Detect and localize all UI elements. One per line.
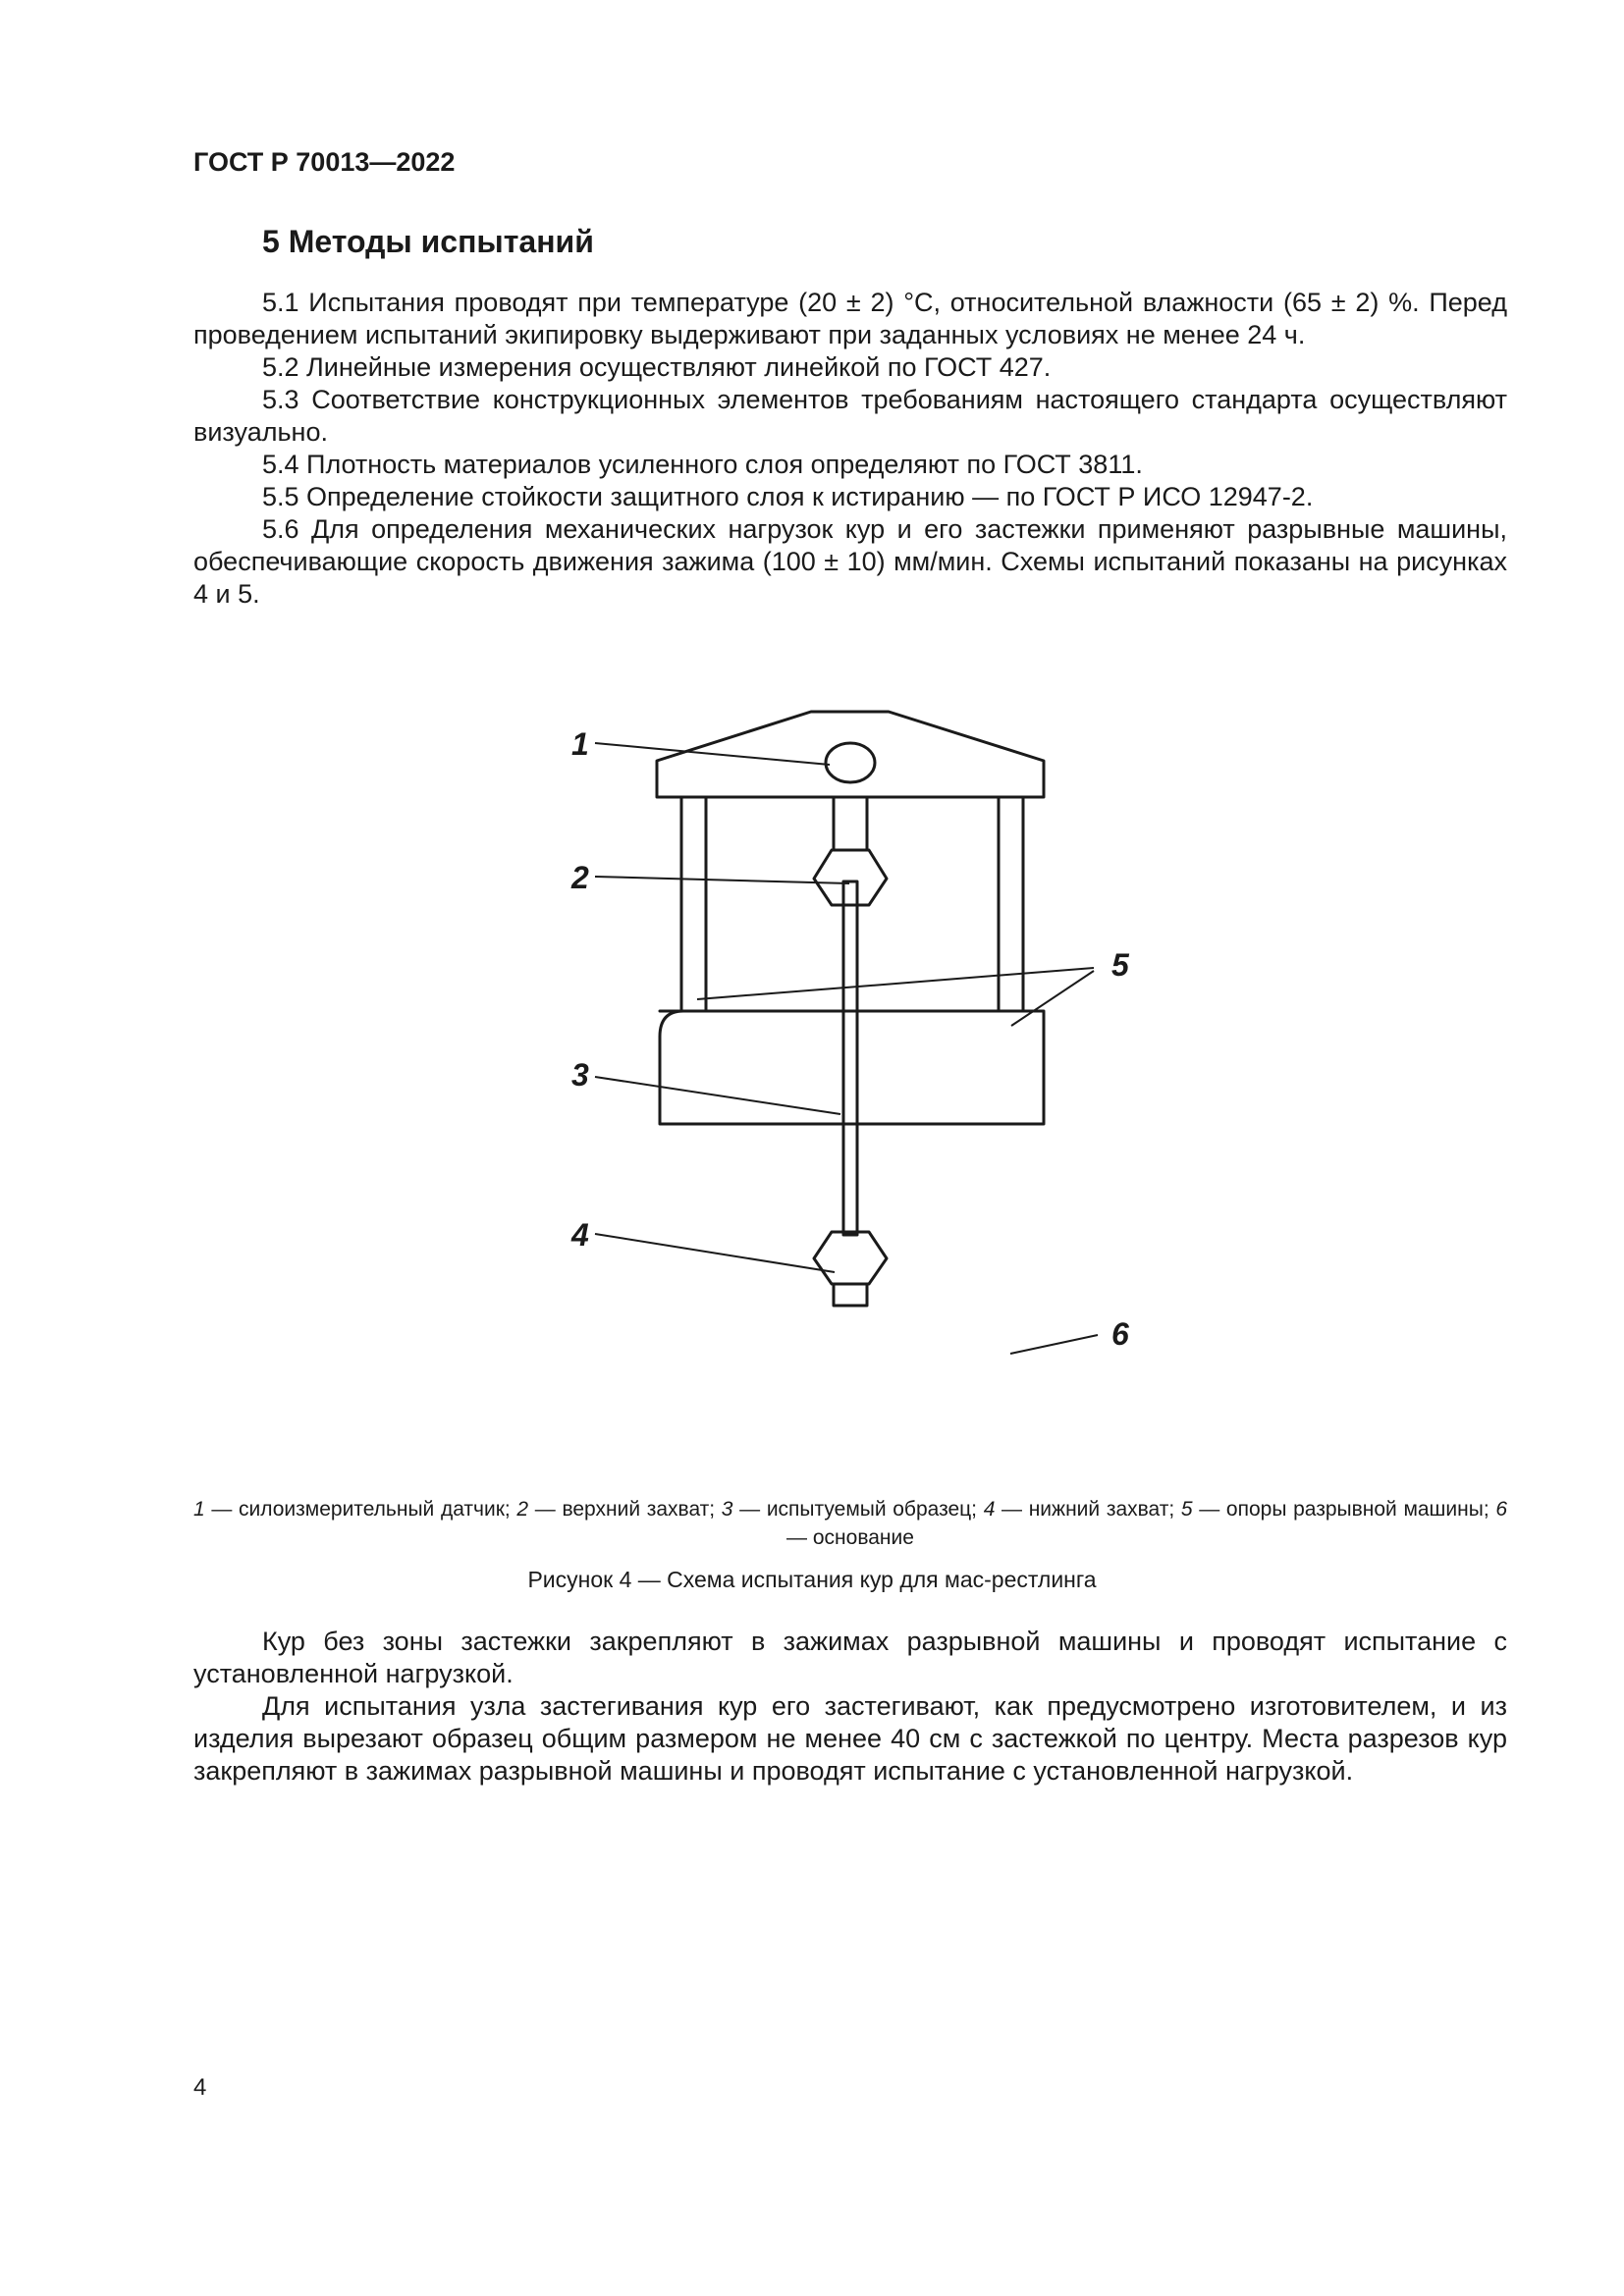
label-2: 2 xyxy=(571,860,589,895)
support-column-left xyxy=(681,797,706,1011)
leader-line-1 xyxy=(595,743,830,765)
body-text-bottom xyxy=(193,1626,1507,1788)
paragraph-5-1: 5.1 Испытания проводят при температуре (20 ± 2) °С, относительной влажности (65 ± 2) %. Перед проведением испытаний экипировку выдерживают при заданных условиях не менее 24 ч. xyxy=(193,288,1507,349)
figure-legend xyxy=(193,1495,1507,1552)
label-3: 3 xyxy=(571,1057,589,1093)
label-1: 1 xyxy=(571,726,589,762)
legend-num-2: 2 xyxy=(516,1498,529,1521)
test-specimen xyxy=(843,881,857,1235)
legend-text-3: — испытуемый образец; xyxy=(732,1498,984,1521)
legend-num-4: 4 xyxy=(983,1498,996,1521)
support-column-right xyxy=(999,797,1023,1011)
lower-grip xyxy=(814,1232,887,1284)
page-number: 4 xyxy=(193,2074,207,2101)
leader-line-5a xyxy=(697,968,1094,999)
document-code-header: ГОСТ Р 70013—2022 xyxy=(193,147,456,177)
test-machine-diagram xyxy=(0,687,1624,1453)
load-cell xyxy=(826,743,875,782)
paragraph-5-3: 5.3 Соответствие конструкционных элементов требованиям настоящего стандарта осуществляют визуально. xyxy=(193,385,1507,447)
label-6: 6 xyxy=(1111,1316,1129,1352)
upper-grip xyxy=(814,850,887,905)
paragraph-5-6: 5.6 Для определения механических нагрузок кур и его застежки применяют разрывные машины, обеспечивающие скорость движения зажима (100 ± 10) мм/мин. Схемы испытаний показаны на рисунках 4 и 5. xyxy=(193,514,1507,609)
legend-num-6: 6 xyxy=(1495,1498,1508,1521)
legend-num-3: 3 xyxy=(721,1498,733,1521)
leader-line-3 xyxy=(595,1077,840,1114)
body-text-top xyxy=(193,287,1507,611)
legend-text-5: — опоры разрывной машины; xyxy=(1192,1498,1496,1521)
figure-caption: Рисунок 4 — Схема испытания кур для мас-рестлинга xyxy=(527,1567,1097,1592)
section-title: 5 Методы испытаний xyxy=(262,224,594,259)
figure-test-scheme xyxy=(0,687,1624,1453)
machine-base xyxy=(660,1011,1044,1124)
paragraph-5-4: 5.4 Плотность материалов усиленного слоя определяют по ГОСТ 3811. xyxy=(262,450,1143,479)
lower-rod xyxy=(834,1284,867,1306)
leader-line-4 xyxy=(595,1234,835,1272)
leader-line-6 xyxy=(1010,1335,1098,1354)
upper-rod xyxy=(834,797,867,850)
paragraph-5-5: 5.5 Определение стойкости защитного слоя к истиранию — по ГОСТ Р ИСО 12947-2. xyxy=(262,482,1314,511)
legend-text-6: — основание xyxy=(786,1526,914,1549)
label-4: 4 xyxy=(571,1217,589,1253)
legend-text-4: — нижний захват; xyxy=(995,1498,1181,1521)
paragraph-after-figure-1: Кур без зоны застежки закрепляют в зажимах разрывной машины и проводят испытание с установленной нагрузкой. xyxy=(193,1627,1507,1688)
paragraph-after-figure-2: Для испытания узла застегивания кур его застегивают, как предусмотрено изготовителем, и из изделия вырезают образец общим размером не менее 40 см с застежкой по центру. Места разрезов кур закрепляют в зажимах разрывной машины и проводят испытание с установленной нагрузкой. xyxy=(193,1691,1507,1786)
legend-text-1: — силоизмерительный датчик; xyxy=(204,1498,517,1521)
paragraph-5-2: 5.2 Линейные измерения осуществляют линейкой по ГОСТ 427. xyxy=(262,352,1052,382)
legend-num-5: 5 xyxy=(1180,1498,1193,1521)
label-5: 5 xyxy=(1111,947,1129,983)
leader-line-2 xyxy=(595,877,849,883)
legend-num-1: 1 xyxy=(193,1498,205,1521)
legend-text-2: — верхний захват; xyxy=(528,1498,722,1521)
